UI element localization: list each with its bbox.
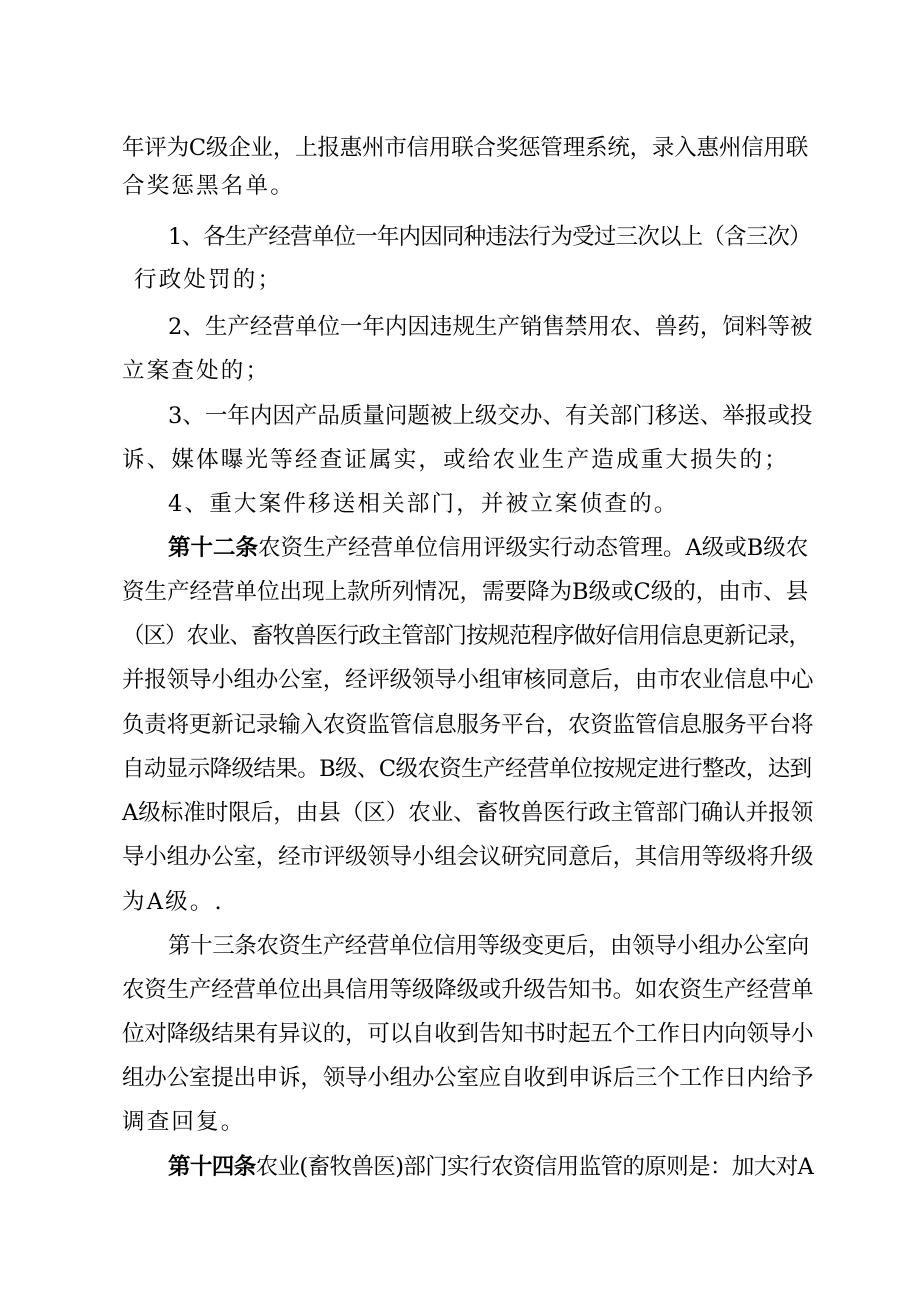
text-line: 1、各生产经营单位一年内因同种违法行为受过三次以上（含三次） [168,224,811,250]
article-14-first-line [168,1152,812,1182]
text-line: 农资生产经营单位出具信用等级降级或升级告知书。如农资生产经营单 [122,977,814,1003]
text-line: 资生产经营单位出现上款所列情况，需要降为B级或C级的，由市、县 [122,579,809,605]
text-line: 位对降级结果有异议的，可以自收到告知书时起五个工作日内向领导小 [122,1021,814,1047]
article-text: 农业(畜牧兽医)部门实行农资信用监管的原则是：加大对A [255,1154,814,1180]
text-line: 2、生产经营单位一年内因违规生产销售禁用农、兽药，饲料等被 [168,314,813,340]
article-heading: 第十四条 [168,1154,256,1180]
text-line: 第十三条农资生产经营单位信用等级变更后，由领导小组办公室向 [168,933,809,959]
text-line: 为A级。. [122,889,224,915]
text-line: 并报领导小组办公室，经评级领导小组审核同意后，由市农业信息中心 [122,667,814,693]
text-line: 组办公室提出申诉，领导小组办公室应自收到申诉后三个工作日内给予 [122,1065,814,1091]
text-line: 诉、媒体曝光等经查证属实，或给农业生产造成重大损失的； [122,447,789,473]
text-line: （区）农业、畜牧兽医行政主管部门按规范程序做好信用信息更新记录， [122,623,811,649]
article-heading: 第十二条 [168,535,259,561]
text-line: 4、重大案件移送相关部门，并被立案侦查的。 [168,491,679,517]
text-line: 合奖惩黑名单。 [122,173,295,199]
text-line: 年评为C级企业，上报惠州市信用联合奖惩管理系统，录入惠州信用联 [122,135,809,161]
text-line: 调查回复。 [122,1109,246,1135]
text-line: 导小组办公室，经市评级领导小组会议研究同意后，其信用等级将升级 [122,844,814,870]
article-text: 农资生产经营单位信用评级实行动态管理。A级或B级农 [258,535,809,561]
article-12-first-line [168,533,812,563]
text-line: 负责将更新记录输入农资监管信息服务平台，农资监管信息服务平台将 [122,712,814,738]
text-line: A级标准时限后，由县（区）农业、畜牧兽医行政主管部门确认并报领 [122,800,814,826]
text-line: 行政处罚的； [134,267,283,293]
text-line: 自动显示降级结果。B级、C级农资生产经营单位按规定进行整改，达到 [122,756,812,782]
text-line: 立案查处的； [122,358,271,384]
text-line: 3、一年内因产品质量问题被上级交办、有关部门移送、举报或投 [168,403,813,429]
